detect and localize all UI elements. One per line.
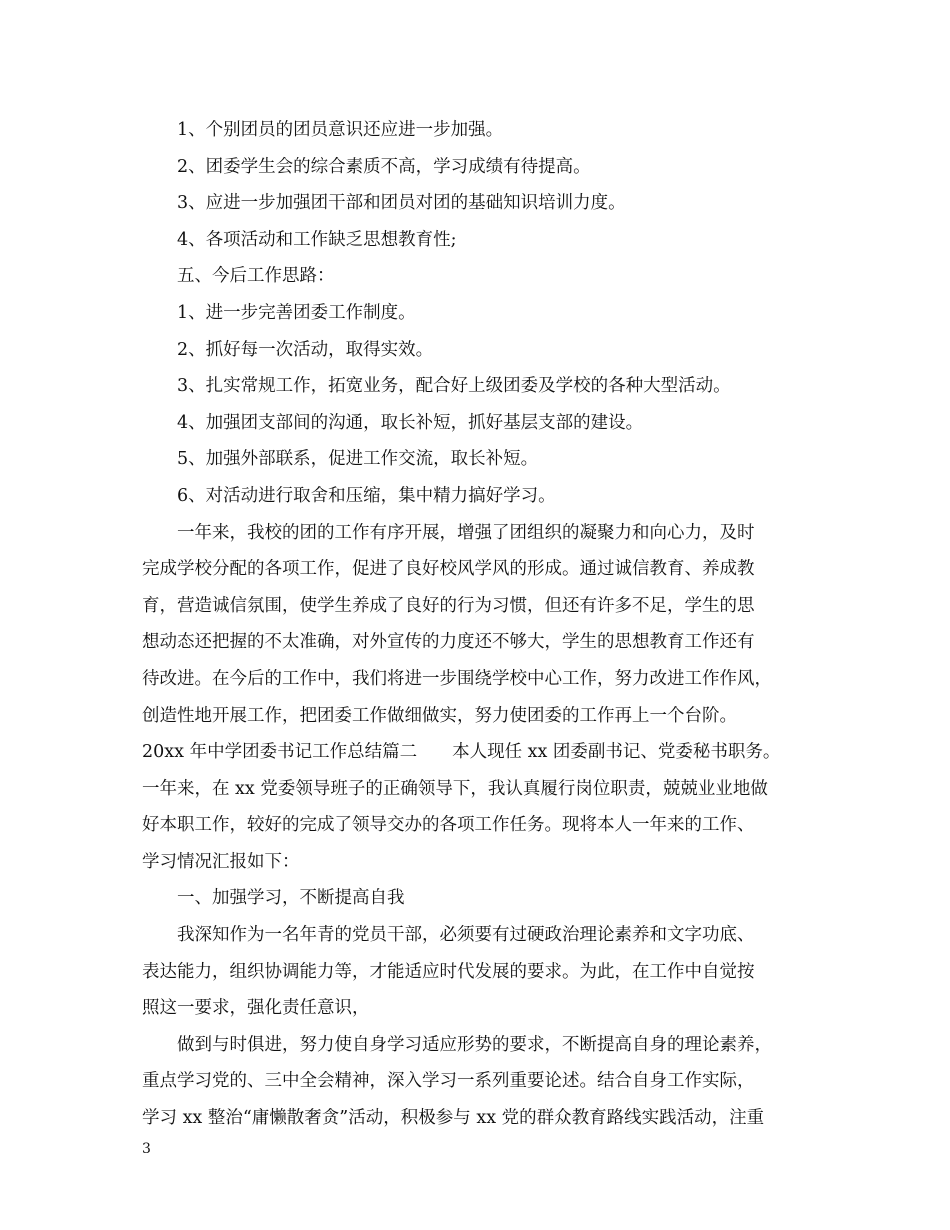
paragraph-summary-line: 育，营造诚信氛围，使学生养成了良好的行为习惯，但还有许多不足，学生的思 <box>142 595 755 616</box>
paragraph-progress-line: 学习 xx 整治“庸懒散奢贪”活动，积极参与 xx 党的群众教育路线实践活动，注重 <box>142 1108 765 1129</box>
paragraph-learning-line: 表达能力，组织协调能力等，才能适应时代发展的要求。为此，在工作中自觉按 <box>142 961 755 982</box>
paragraph-part-two-line: 20xx 年中学团委书记工作总结篇二 本人现任 xx 团委副书记、党委秘书职务。 <box>142 742 781 763</box>
section-heading-learning: 一、加强学习，不断提高自我 <box>177 888 405 909</box>
paragraph-progress-line: 重点学习党的、三中全会精神，深入学习一系列重要论述。结合自身工作实际， <box>142 1071 755 1092</box>
list-item-weakness-1: 1、个别团员的团员意识还应进一步加强。 <box>177 120 504 140</box>
paragraph-summary-line: 待改进。在今后的工作中，我们将进一步围绕学校中心工作，努力改进工作作风， <box>142 668 772 689</box>
list-item-plan-5: 5、加强外部联系，促进工作交流，取长补短。 <box>177 449 539 470</box>
section-heading-future-plans: 五、今后工作思路： <box>177 266 335 287</box>
page-number: 3 <box>142 1141 151 1157</box>
list-item-weakness-3: 3、应进一步加强团干部和团员对团的基础知识培训力度。 <box>177 193 626 214</box>
paragraph-learning-line: 我深知作为一名年青的党员干部，必须要有过硬政治理论素养和文字功底、 <box>177 925 755 946</box>
paragraph-progress-line: 做到与时俱进，努力使自身学习适应形势的要求，不断提高自身的理论素养， <box>177 1034 772 1055</box>
paragraph-summary-line: 创造性地开展工作，把团委工作做细做实，努力使团委的工作再上一个台阶。 <box>142 705 737 726</box>
paragraph-part-two-line: 一年来，在 xx 党委领导班子的正确领导下，我认真履行岗位职责，兢兢业业地做 <box>142 778 768 799</box>
paragraph-summary-line: 想动态还把握的不太准确，对外宣传的力度还不够大，学生的思想教育工作还有 <box>142 632 755 653</box>
paragraph-part-two-line: 学习情况汇报如下： <box>142 851 300 872</box>
list-item-plan-1: 1、进一步完善团委工作制度。 <box>177 302 416 323</box>
list-item-plan-6: 6、对活动进行取舍和压缩，集中精力搞好学习。 <box>177 485 556 506</box>
list-item-plan-3: 3、扎实常规工作，拓宽业务，配合好上级团委及学校的各种大型活动。 <box>177 376 731 397</box>
paragraph-summary-line: 完成学校分配的各项工作，促进了良好校风学风的形成。通过诚信教育、养成教 <box>142 559 755 580</box>
list-item-plan-4: 4、加强团支部间的沟通，取长补短，抓好基层支部的建设。 <box>177 412 644 433</box>
list-item-weakness-4: 4、各项活动和工作缺乏思想教育性; <box>177 229 457 250</box>
paragraph-summary-line: 一年来，我校的团的工作有序开展，增强了团组织的凝聚力和向心力，及时 <box>177 522 755 543</box>
list-item-plan-2: 2、抓好每一次活动，取得实效。 <box>177 339 434 360</box>
document-body <box>142 112 810 1137</box>
paragraph-learning-line: 照这一要求，强化责任意识， <box>142 998 370 1019</box>
list-item-weakness-2: 2、团委学生会的综合素质不高，学习成绩有待提高。 <box>177 156 591 177</box>
paragraph-part-two-line: 好本职工作，较好的完成了领导交办的各项工作任务。现将本人一年来的工作、 <box>142 815 755 836</box>
